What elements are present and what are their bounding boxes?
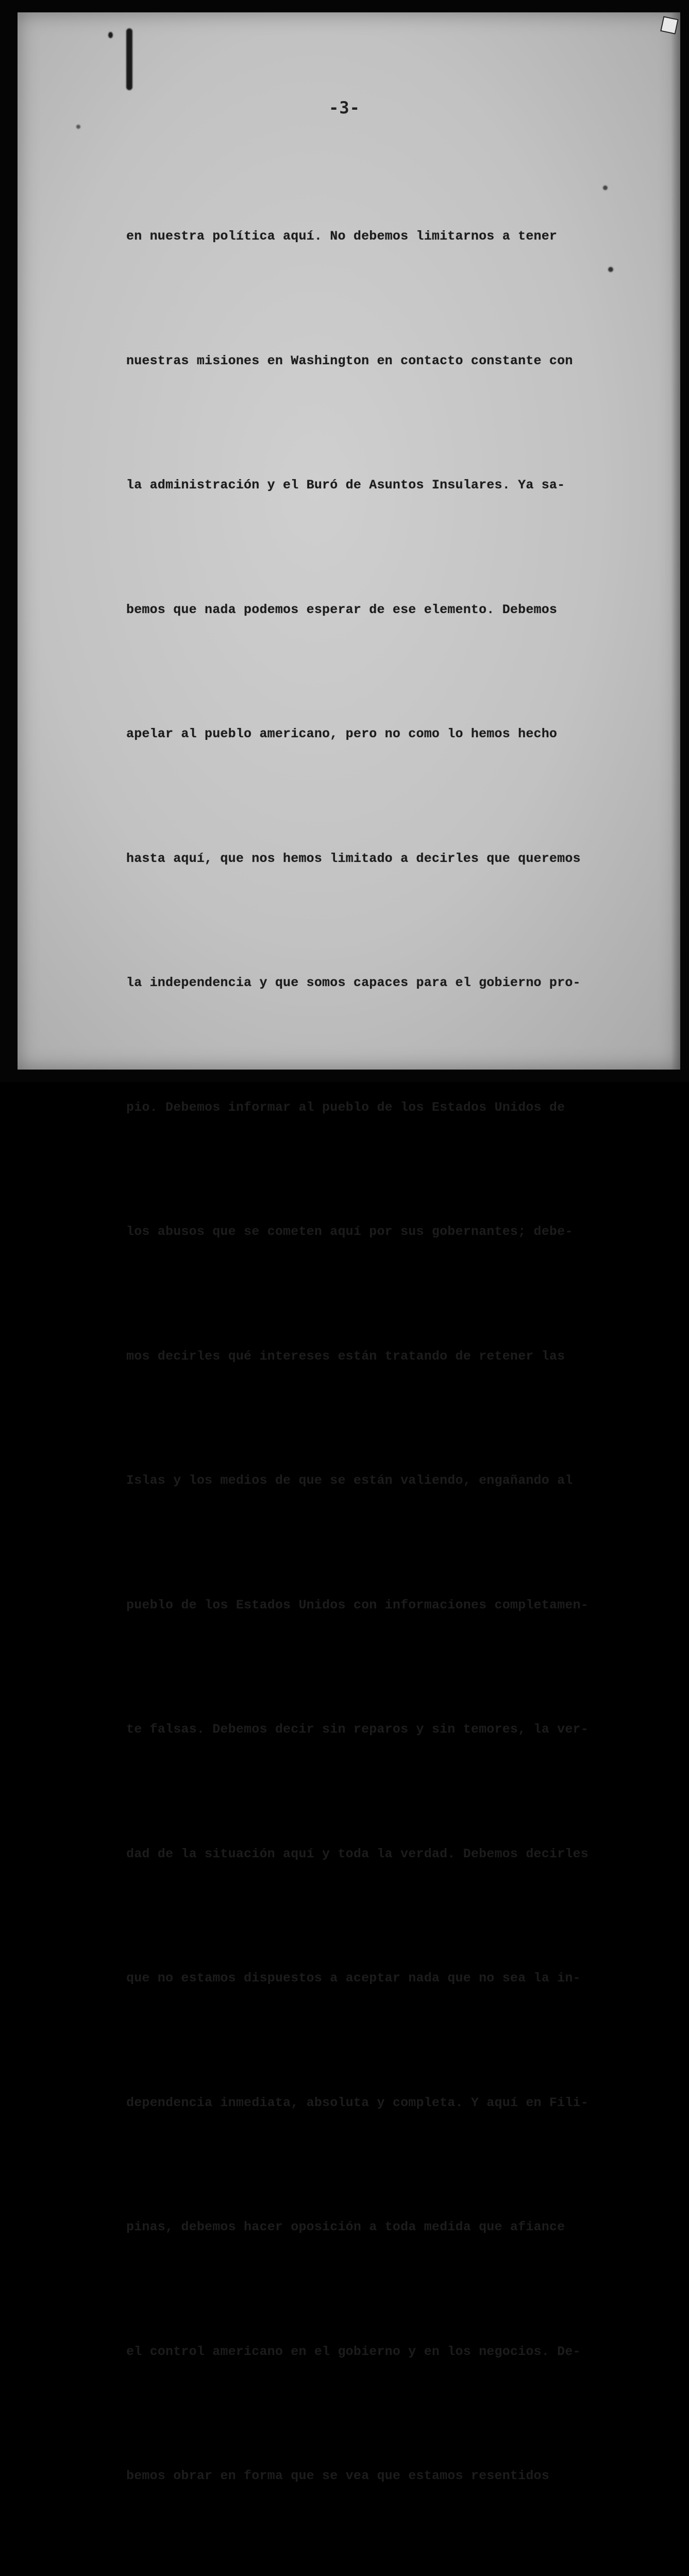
text-line: dependencia inmediata, absoluta y completa. Y aquí en Fili- xyxy=(126,2095,589,2110)
text-line: en nuestra política aquí. No debemos limitarnos a tener xyxy=(126,229,558,244)
text-line: pinas, debemos hacer oposición a toda medida que afiance xyxy=(126,2219,565,2234)
text-line: mos decirles qué intereses están tratando de retener las xyxy=(126,1348,565,1364)
folded-corner xyxy=(660,16,679,35)
paper-edge-shadow xyxy=(671,12,680,1070)
text-line: el control americano en el gobierno y en los negocios. De- xyxy=(126,2344,581,2359)
ink-smudge xyxy=(126,28,132,90)
text-line: Islas y los medios de que se están valiendo, engañando al xyxy=(126,1473,573,1488)
text-line: bemos que nada podemos esperar de ese elemento. Debemos xyxy=(126,602,558,617)
page-number: -3- xyxy=(329,98,360,117)
text-line: los abusos que se cometen aquí por sus gobernantes; debe- xyxy=(126,1224,573,1239)
ink-smudge xyxy=(108,32,113,38)
text-line: la administración y el Buró de Asuntos Insulares. Ya sa- xyxy=(126,478,565,493)
text-line: dad de la situación aquí y toda la verdad. Debemos decirles xyxy=(126,1846,589,1861)
text-line: bemos obrar en forma que se vea que estamos resentidos xyxy=(126,2468,549,2483)
text-line: apelar al pueblo americano, pero no como lo hemos hecho xyxy=(126,726,558,741)
body-text xyxy=(126,133,642,2576)
text-line: nuestras misiones en Washington en contacto constante con xyxy=(126,353,573,368)
ink-speck xyxy=(76,125,80,129)
text-line: pueblo de los Estados Unidos con informaciones completamen- xyxy=(126,1597,589,1613)
text-line: la independencia y que somos capaces para el gobierno pro- xyxy=(126,975,581,990)
text-line: que no estamos dispuestos a aceptar nada que no sea la in- xyxy=(126,1971,581,1986)
text-line: pio. Debemos informar al pueblo de los Estados Unidos de xyxy=(126,1099,565,1115)
text-line: hasta aquí, que nos hemos limitado a decirles que queremos xyxy=(126,851,581,866)
text-line: te falsas. Debemos decir sin reparos y sin temores, la ver- xyxy=(126,1722,589,1737)
